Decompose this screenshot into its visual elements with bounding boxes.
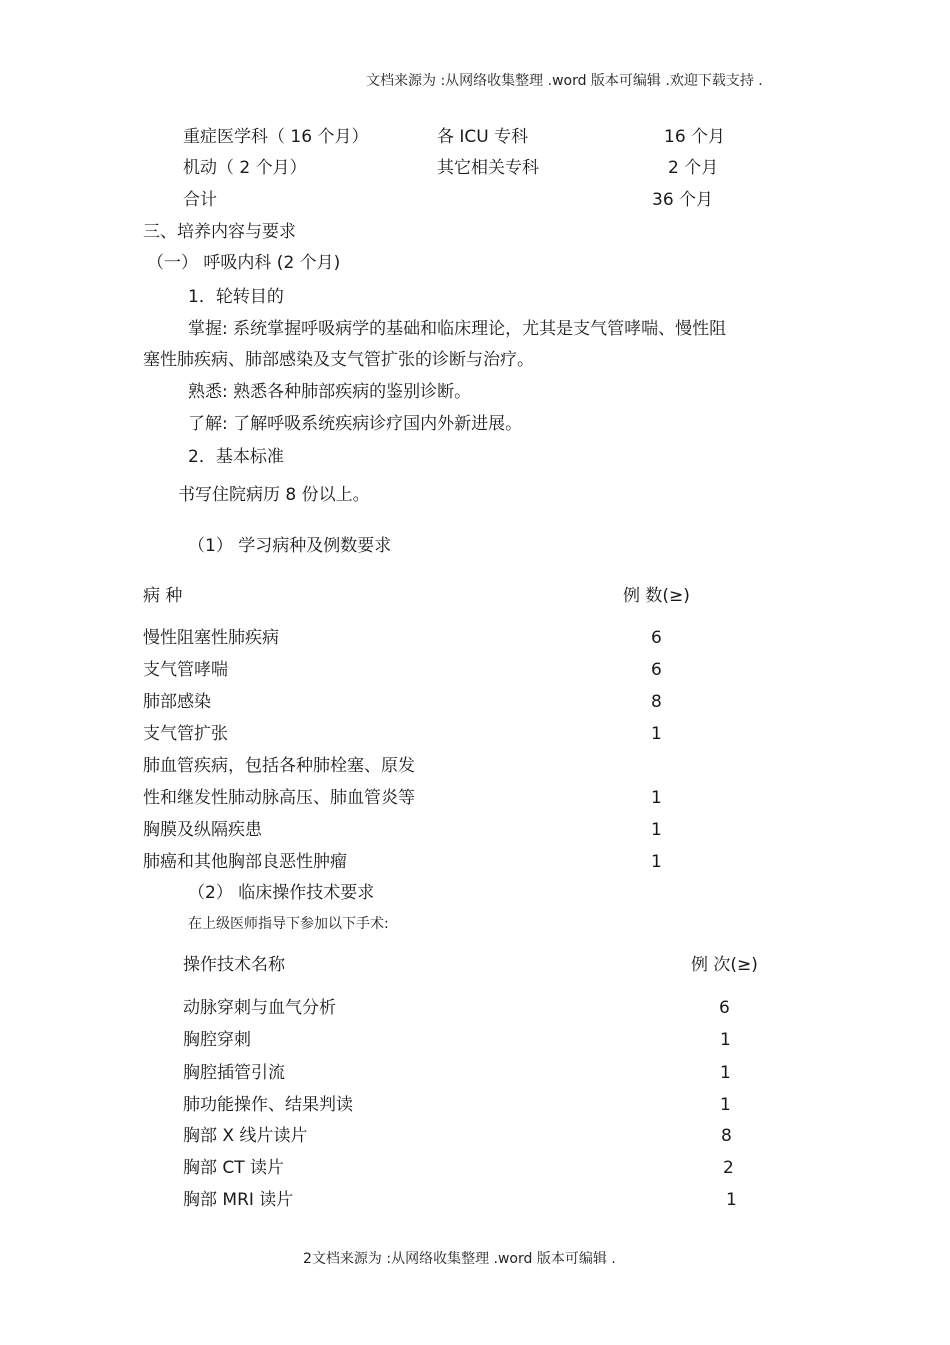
disease-count: 1 (651, 820, 662, 840)
disease-name: 慢性阻塞性肺疾病 (143, 628, 279, 648)
rotation-months: 2 个月 (668, 158, 719, 178)
master-text: 掌握: 系统掌握呼吸病学的基础和临床理论，尤其是支气管哮喘、慢性阻 (188, 319, 727, 339)
disease-count: 1 (651, 852, 662, 872)
rotation-dept: 其它相关专科 (437, 158, 539, 178)
disease-name: 肺癌和其他胸部良恶性肿瘤 (143, 852, 347, 872)
procedure-count: 2 (723, 1158, 734, 1178)
master-text-cont: 塞性肺疾病、肺部感染及支气管扩张的诊断与治疗。 (143, 350, 534, 370)
rotation-name: 合计 (183, 190, 217, 210)
familiar-text: 熟悉: 熟悉各种肺部疾病的鉴别诊断。 (188, 382, 472, 402)
subsection-heading: （一） 呼吸内科 (2 个月) (147, 253, 341, 273)
disease-count: 1 (651, 724, 662, 744)
count-col-header: 例 次(≥) (691, 955, 758, 975)
disease-name: 支气管扩张 (143, 724, 228, 744)
section-heading: 三、培养内容与要求 (143, 222, 296, 242)
disease-count: 8 (651, 692, 662, 712)
page-footer: 2文档来源为 :从网络收集整理 .word 版本可编辑 . (303, 1251, 616, 1267)
procedure-name: 动脉穿刺与血气分析 (183, 998, 336, 1018)
procedure-count: 1 (720, 1030, 731, 1050)
disease-name: 支气管哮喘 (143, 660, 228, 680)
subsection-b-heading: （2） 临床操作技术要求 (188, 883, 375, 903)
disease-count: 6 (651, 628, 662, 648)
rotation-name: 重症医学科（ 16 个月） (183, 127, 369, 147)
disease-count: 6 (651, 660, 662, 680)
procedure-count: 1 (720, 1063, 731, 1083)
subsection-a-heading: （1） 学习病种及例数要求 (188, 536, 392, 556)
rotation-months: 16 个月 (664, 127, 726, 147)
item-heading: 1．轮转目的 (188, 287, 284, 307)
procedure-name: 胸腔穿刺 (183, 1030, 251, 1050)
rotation-dept: 各 ICU 专科 (437, 127, 529, 147)
disease-name: 性和继发性肺动脉高压、肺血管炎等 (143, 788, 415, 808)
page-header: 文档来源为 :从网络收集整理 .word 版本可编辑 .欢迎下载支持 . (366, 73, 763, 89)
subsection-b-note: 在上级医师指导下参加以下手术: (188, 916, 389, 932)
disease-name: 肺血管疾病，包括各种肺栓塞、原发 (143, 756, 415, 776)
rotation-name: 机动（ 2 个月） (183, 158, 307, 178)
procedure-name: 胸部 MRI 读片 (183, 1190, 294, 1210)
procedure-name: 胸部 CT 读片 (183, 1158, 285, 1178)
understand-text: 了解: 了解呼吸系统疾病诊疗国内外新进展。 (188, 414, 523, 434)
records-text: 书写住院病历 8 份以上。 (178, 485, 370, 505)
procedure-count: 1 (720, 1095, 731, 1115)
procedure-count: 8 (721, 1126, 732, 1146)
procedure-count: 1 (726, 1190, 737, 1210)
procedure-name: 肺功能操作、结果判读 (183, 1095, 353, 1115)
count-col-header: 例 数(≥) (623, 586, 690, 606)
procedure-col-header: 操作技术名称 (183, 955, 285, 975)
rotation-months: 36 个月 (652, 190, 714, 210)
disease-name: 肺部感染 (143, 692, 211, 712)
disease-name: 胸膜及纵隔疾患 (143, 820, 262, 840)
procedure-name: 胸腔插管引流 (183, 1063, 285, 1083)
disease-col-header: 病 种 (143, 586, 183, 606)
procedure-name: 胸部 X 线片读片 (183, 1126, 308, 1146)
procedure-count: 6 (719, 998, 730, 1018)
disease-count: 1 (651, 788, 662, 808)
item-heading: 2．基本标准 (188, 447, 284, 467)
